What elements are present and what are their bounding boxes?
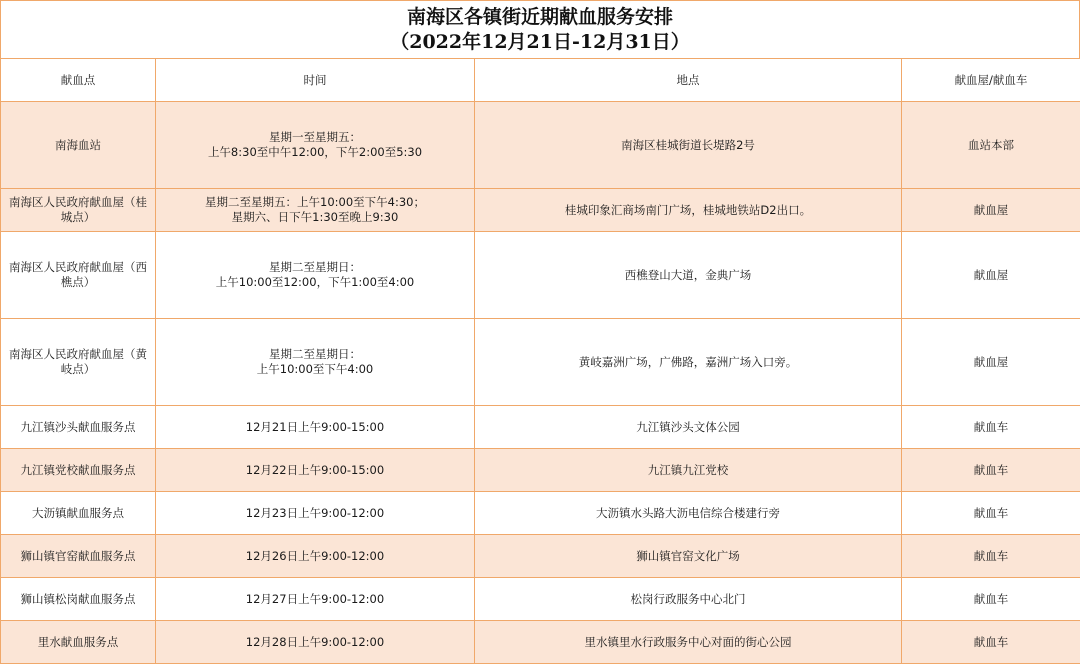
- table-row: [1, 621, 1080, 664]
- time-line: 星期一至星期五：: [269, 130, 361, 144]
- cell-type: 献血屋: [902, 319, 1080, 406]
- table-row: [1, 449, 1080, 492]
- cell-time: 12月23日上午9:00-12:00: [156, 492, 475, 535]
- cell-site: 九江镇党校献血服务点: [1, 449, 156, 492]
- cell-type: 献血车: [902, 492, 1080, 535]
- cell-site: 大沥镇献血服务点: [1, 492, 156, 535]
- title-line-1: 南海区各镇街近期献血服务安排: [406, 5, 673, 28]
- table-row: [1, 189, 1080, 232]
- cell-site: [1, 189, 156, 232]
- cell-place: 里水镇里水行政服务中心对面的街心公园: [475, 621, 902, 664]
- table-row: [1, 406, 1080, 449]
- cell-site: 里水献血服务点: [1, 621, 156, 664]
- cell-place: 九江镇沙头文体公园: [475, 406, 902, 449]
- cell-time: [156, 189, 475, 232]
- cell-type: 献血车: [902, 621, 1080, 664]
- cell-type: 血站本部: [902, 102, 1080, 189]
- table-row: [1, 319, 1080, 406]
- document-title: [0, 0, 1080, 58]
- time-line: 上午10:00至下午4:00: [256, 362, 374, 376]
- cell-time: 12月27日上午9:00-12:00: [156, 578, 475, 621]
- header-type: 献血屋/献血车: [902, 59, 1080, 102]
- cell-type: 献血车: [902, 406, 1080, 449]
- time-line: 星期六、日下午1:30至晚上9:30: [231, 210, 399, 224]
- cell-place: 松岗行政服务中心北门: [475, 578, 902, 621]
- cell-time: 12月28日上午9:00-12:00: [156, 621, 475, 664]
- cell-site: [1, 319, 156, 406]
- site-text: 南海区人民政府献血屋（西樵点）: [9, 260, 147, 289]
- table-row: [1, 578, 1080, 621]
- cell-site: 南海血站: [1, 102, 156, 189]
- cell-place: 南海区桂城街道长堤路2号: [475, 102, 902, 189]
- cell-place: 黄岐嘉洲广场，广佛路，嘉洲广场入口旁。: [475, 319, 902, 406]
- site-text: 南海区人民政府献血屋（黄岐点）: [9, 347, 147, 376]
- time-line: 星期二至星期日：: [269, 260, 361, 274]
- title-line-2: （2022年12月21日-12月31日）: [390, 30, 690, 53]
- cell-place: 桂城印象汇商场南门广场，桂城地铁站D2出口。: [475, 189, 902, 232]
- time-line: 星期二至星期五：上午10:00至下午4:30；: [205, 195, 425, 209]
- cell-type: 献血车: [902, 535, 1080, 578]
- header-place: 地点: [475, 59, 902, 102]
- table-row: [1, 535, 1080, 578]
- time-line: 上午10:00至12:00，下午1:00至4:00: [215, 275, 415, 289]
- cell-time: 12月22日上午9:00-15:00: [156, 449, 475, 492]
- table-row: [1, 102, 1080, 189]
- time-line: 星期二至星期日：: [269, 347, 361, 361]
- cell-site: [1, 232, 156, 319]
- cell-type: 献血车: [902, 449, 1080, 492]
- cell-type: 献血车: [902, 578, 1080, 621]
- cell-place: 大沥镇水头路大沥电信综合楼建行旁: [475, 492, 902, 535]
- cell-time: [156, 232, 475, 319]
- header-site: 献血点: [1, 59, 156, 102]
- table-row: [1, 492, 1080, 535]
- cell-site: 狮山镇官窑献血服务点: [1, 535, 156, 578]
- cell-type: 献血屋: [902, 232, 1080, 319]
- cell-site: 九江镇沙头献血服务点: [1, 406, 156, 449]
- cell-time: [156, 102, 475, 189]
- site-text: 南海区人民政府献血屋（桂城点）: [9, 195, 147, 224]
- cell-time: 12月26日上午9:00-12:00: [156, 535, 475, 578]
- schedule-table: [0, 58, 1080, 664]
- time-line: 上午8:30至中午12:00，下午2:00至5:30: [207, 145, 423, 159]
- cell-place: 九江镇九江党校: [475, 449, 902, 492]
- cell-time: [156, 319, 475, 406]
- cell-place: 西樵登山大道，金典广场: [475, 232, 902, 319]
- cell-time: 12月21日上午9:00-15:00: [156, 406, 475, 449]
- cell-site: 狮山镇松岗献血服务点: [1, 578, 156, 621]
- table-row: [1, 232, 1080, 319]
- header-time: 时间: [156, 59, 475, 102]
- cell-type: 献血屋: [902, 189, 1080, 232]
- cell-place: 狮山镇官窑文化广场: [475, 535, 902, 578]
- table-header-row: [1, 59, 1080, 102]
